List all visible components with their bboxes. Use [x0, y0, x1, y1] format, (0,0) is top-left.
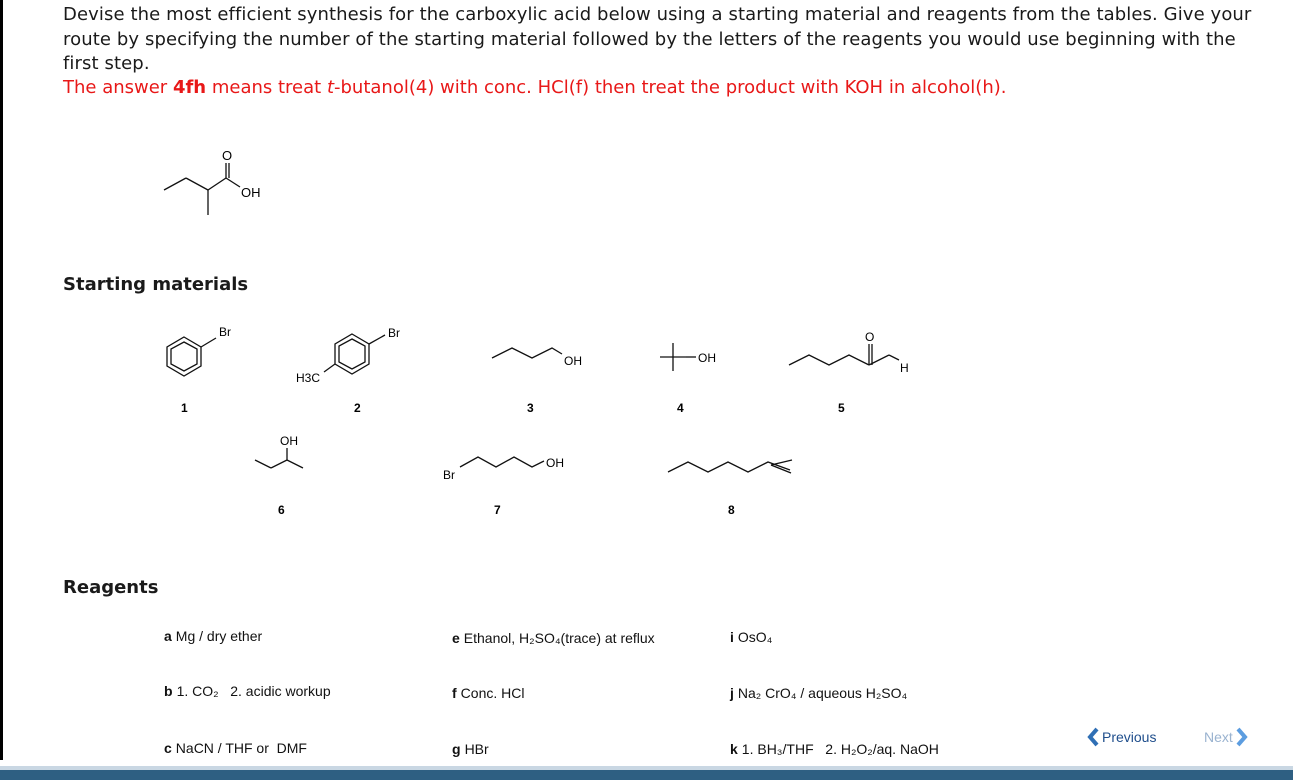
- c1-br-label: Br: [219, 325, 231, 339]
- c2-br-label: Br: [388, 326, 400, 340]
- c2-h3c-label: H3C: [296, 371, 321, 385]
- answer-code: 4fh: [172, 77, 207, 98]
- reagent-j: j Na₂ CrO₄ / aqueous H₂SO₄: [730, 685, 908, 701]
- c2-number: 2: [354, 401, 361, 415]
- starting-materials-heading: Starting materials: [63, 274, 249, 295]
- c3-oh-label: OH: [564, 354, 582, 368]
- compound-7-structure: [440, 445, 580, 520]
- reagent-b: b 1. CO₂ 2. acidic workup: [164, 683, 331, 699]
- target-o-label: O: [222, 148, 233, 163]
- compound-8-structure: [660, 450, 810, 520]
- reagent-e: e Ethanol, H₂SO₄(trace) at reflux: [452, 630, 655, 646]
- previous-label: Previous: [1102, 729, 1157, 745]
- target-structure: [160, 145, 280, 220]
- compound-5-structure: [785, 320, 915, 420]
- c1-number: 1: [181, 401, 188, 415]
- target-oh-label: OH: [241, 185, 261, 200]
- c7-number: 7: [494, 503, 501, 517]
- bottom-bar: [0, 770, 1293, 780]
- reagent-i: i OsO₄: [730, 629, 773, 645]
- chevron-left-icon: [1086, 726, 1100, 748]
- c4-oh-label: OH: [698, 351, 716, 365]
- next-label: Next: [1204, 729, 1233, 745]
- compound-6-structure: [245, 430, 325, 520]
- c5-number: 5: [838, 401, 845, 415]
- previous-button[interactable]: [1086, 726, 1158, 748]
- c4-number: 4: [677, 401, 684, 415]
- reagent-f: f Conc. HCl: [452, 685, 525, 701]
- answer-middle: means treat: [206, 77, 327, 98]
- compound-1-structure: [160, 322, 240, 422]
- c3-number: 3: [527, 401, 534, 415]
- answer-example: [63, 76, 1007, 100]
- answer-rest: -butanol(4) with conc. HCl(f) then treat the product with KOH in alcohol(h).: [334, 77, 1007, 98]
- next-button[interactable]: [1202, 726, 1249, 748]
- chevron-right-icon: [1235, 726, 1249, 748]
- left-border: [0, 0, 3, 760]
- c7-br-label: Br: [443, 468, 455, 482]
- compound-4-structure: [650, 335, 740, 420]
- c6-oh-label: OH: [280, 434, 298, 448]
- reagent-g: g HBr: [452, 741, 489, 757]
- c5-h-label: H: [900, 361, 909, 375]
- reagent-a: a Mg / dry ether: [164, 628, 263, 644]
- c7-oh-label: OH: [546, 456, 564, 470]
- c8-number: 8: [728, 503, 735, 517]
- compound-3-structure: [490, 340, 600, 420]
- reagent-k: k 1. BH₃/THF 2. H₂O₂/aq. NaOH: [730, 741, 939, 757]
- reagent-c: c NaCN / THF or DMF: [164, 740, 307, 756]
- answer-t: t: [326, 77, 334, 98]
- c5-o-label: O: [865, 330, 875, 344]
- reagents-heading: Reagents: [63, 577, 159, 598]
- answer-prefix: The answer: [63, 77, 173, 98]
- compound-2-structure: [290, 322, 420, 422]
- question-intro: Devise the most efficient synthesis for the carboxylic acid below using a starting material and reagents from the tables. Give your route by specifying the number of the starting material followed by the letters of the reagents you would use beginning with the first step.: [63, 4, 1252, 74]
- c6-number: 6: [278, 503, 285, 517]
